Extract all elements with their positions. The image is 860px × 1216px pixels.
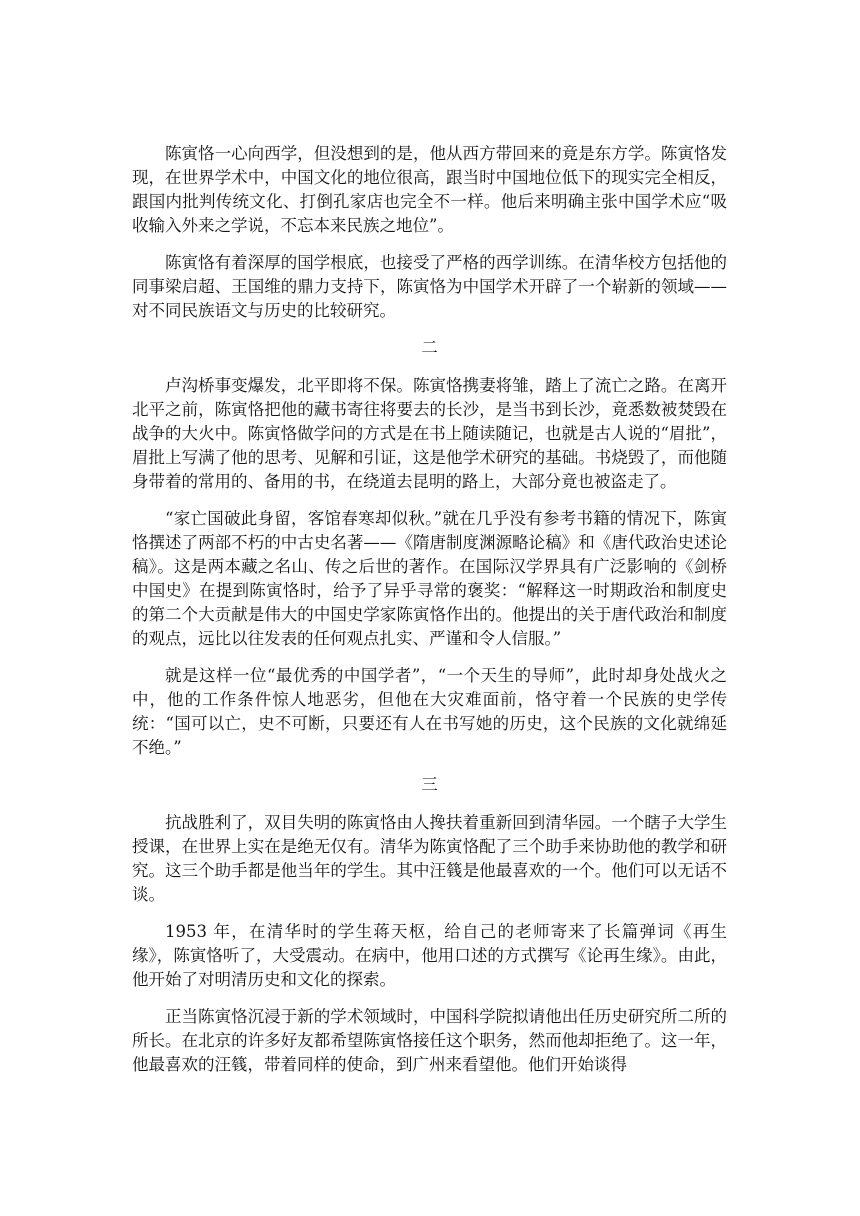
paragraph: 陈寅恪有着深厚的国学根底，也接受了严格的西学训练。在清华校方包括他的同事梁启超、王国维的鼎力支持下，陈寅恪为中国学术开辟了一个崭新的领域——对不同民族语文与历史的比较研究。 — [132, 253, 727, 320]
section-number: 二 — [421, 338, 438, 357]
document-page — [132, 142, 727, 1090]
section-number: 三 — [421, 775, 438, 794]
paragraph: 就是这样一位“最优秀的中国学者”，“一个天生的导师”，此时却身处战火之中，他的工作条件惊人地恶劣，但他在大灾难面前，恪守着一个民族的史学传统：“国可以亡，史不可断，只要还有人在书写她的历史，这个民族的文化就绵延不绝。” — [132, 666, 727, 757]
paragraph: 陈寅恪一心向西学，但没想到的是，他从西方带回来的竟是东方学。陈寅恪发现，在世界学术中，中国文化的地位很高，跟当时中国地位低下的现实完全相反，跟国内批判传统文化、打倒孔家店也完全不一样。他后来明确主张中国学术应“吸收输入外来之学说，不忘本来民族之地位”。 — [132, 144, 727, 235]
paragraph: 1953 年，在清华时的学生蒋天枢，给自己的老师寄来了长篇弹词《再生缘》，陈寅恪听了，大受震动。在病中，他用口述的方式撰写《论再生缘》。由此，他开始了对明清历史和文化的探索。 — [132, 922, 727, 989]
paragraph: 卢沟桥事变爆发，北平即将不保。陈寅恪携妻将雏，踏上了流亡之路。在离开北平之前，陈寅恪把他的藏书寄往将要去的长沙，是当书到长沙，竟悉数被焚毁在战争的大火中。陈寅恪做学问的方式是在书上随读随记，也就是古人说的“眉批”，眉批上写满了他的思考、见解和引证，这是他学术研究的基础。书烧毁了，而他随身带着的常用的、备用的书，在绕道去昆明的路上，大部分竟也被盗走了。 — [132, 376, 727, 491]
paragraph: 正当陈寅恪沉浸于新的学术领域时，中国科学院拟请他出任历史研究所二所的所长。在北京的许多好友都希望陈寅恪接任这个职务，然而他却拒绝了。这一年，他最喜欢的汪篯，带着同样的使命，到广州来看望他。他们开始谈得 — [132, 1007, 727, 1074]
paragraph: “家亡国破此身留，客馆春寒却似秋。”就在几乎没有参考书籍的情况下，陈寅恪撰述了两部不朽的中古史名著——《隋唐制度渊源略论稿》和《唐代政治史述论稿》。这是两本藏之名山、传之后世的著作。在国际汉学界具有广泛影响的《剑桥中国史》在提到陈寅恪时，给予了异乎寻常的褒奖：“解释这一时期政治和制度史的第二个大贡献是伟大的中国史学家陈寅恪作出的。他提出的关于唐代政治和制度的观点，远比以往发表的任何观点扎实、严谨和令人信服。” — [132, 509, 727, 648]
paragraph: 抗战胜利了，双目失明的陈寅恪由人搀扶着重新回到清华园。一个瞎子大学生授课，在世界上实在是绝无仅有。清华为陈寅恪配了三个助手来协助他的教学和研究。这三个助手都是他当年的学生。其中汪篯是他最喜欢的一个。他们可以无话不谈。 — [132, 813, 727, 904]
